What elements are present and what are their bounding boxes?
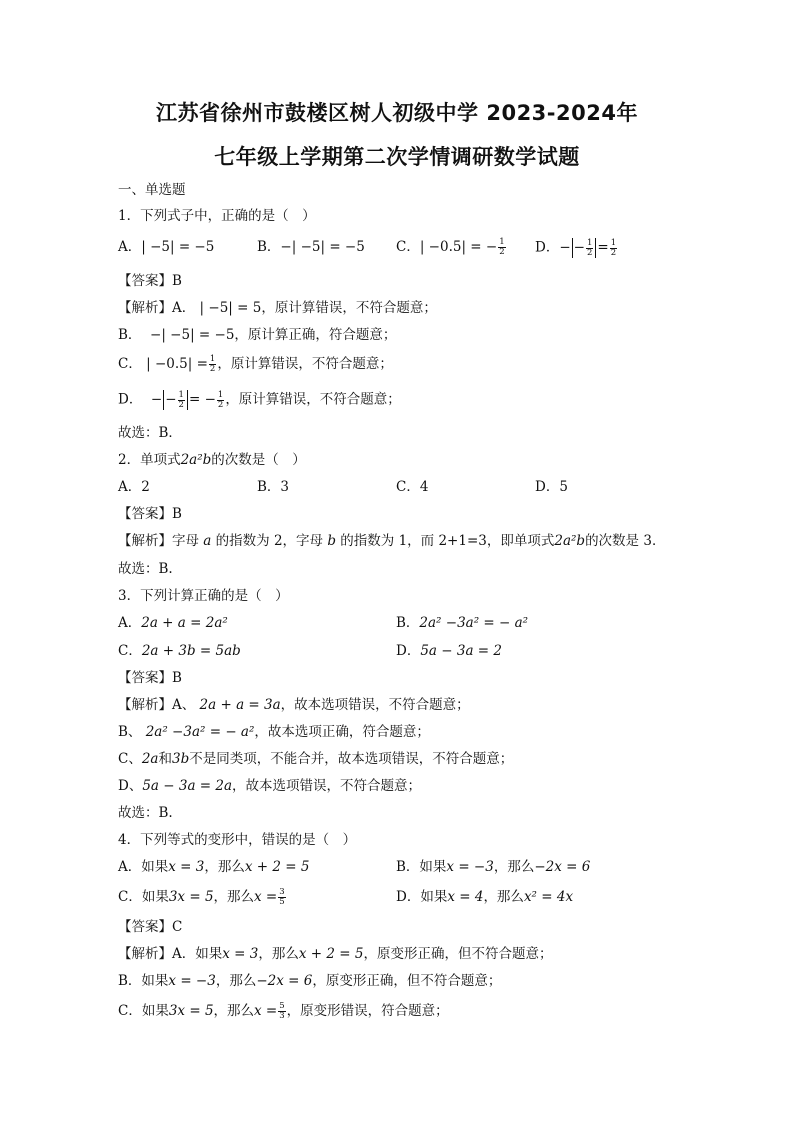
q2-option-b: B．3	[257, 479, 290, 495]
q3-analysis-d: D、5a − 3a = 2a，故本选项错误，不符合题意；	[118, 778, 422, 794]
q2-option-d: D．5	[535, 479, 568, 495]
q4-option-b: B．如果x = −3，那么−2x = 6	[396, 859, 591, 875]
q4-option-d: D．如果x = 4，那么x² = 4x	[396, 889, 574, 905]
q1-analysis-c: C． | −0.5| = $\frac{1}{2}$ ，原计算错误，不符合题意；	[118, 354, 393, 374]
q3-answer: 【答案】B	[118, 670, 182, 686]
q4-option-c: C．如果3x = 5，那么x = $\frac{3}{5}$	[118, 887, 285, 907]
q1-option-b: B．−| −5| = −5	[257, 239, 365, 255]
q4-analysis-b: B．如果x = −3，那么−2x = 6，原变形正确，但不符合题意；	[118, 973, 502, 989]
fraction: $\frac{1}{2}$	[610, 237, 617, 258]
q3-analysis-a: 【解析】A、 2a + a = 3a，故本选项错误，不符合题意；	[118, 697, 470, 713]
fraction: $\frac{1}{2}$	[209, 354, 216, 374]
q1-analysis-b: B． −| −5| = −5，原计算正确，符合题意；	[118, 327, 397, 343]
q1-option-a: A．| −5| = −5	[118, 239, 215, 255]
q4-answer: 【答案】C	[118, 919, 183, 935]
abs-bar	[187, 390, 188, 410]
q2-analysis: 【解析】字母 a 的指数为 2，字母 b 的指数为 1，而 2+1=3，即单项式2a²b的次数是 3．	[118, 533, 666, 549]
q4-analysis-c: C．如果3x = 5，那么x = $\frac{5}{3}$ ，原变形错误，符合题意；	[118, 1001, 449, 1021]
q2-stem: 2．单项式2a²b的次数是（ ）	[118, 452, 306, 468]
q1-option-c: C．| −0.5| = − $\frac{1}{2}$	[396, 237, 505, 257]
q4-analysis-a: 【解析】A．如果x = 3，那么x + 2 = 5，原变形正确，但不符合题意；	[118, 946, 553, 962]
fraction: $\frac{1}{2}$	[586, 237, 593, 258]
q3-option-d: D．5a − 3a = 2	[396, 643, 502, 659]
q4-option-a: A．如果x = 3，那么x + 2 = 5	[118, 859, 310, 875]
q3-stem: 3．下列计算正确的是（ ）	[118, 588, 289, 604]
q1-analysis-a: 【解析】A． | −5| = 5，原计算错误，不符合题意；	[118, 300, 437, 316]
q1-stem: 1．下列式子中，正确的是（ ）	[118, 208, 316, 224]
title-line-2: 七年级上学期第二次学情调研数学试题	[214, 145, 580, 169]
q3-option-a: A．2a + a = 2a²	[118, 615, 228, 631]
fraction: $\frac{1}{2}$	[499, 237, 505, 257]
fraction: $\frac{1}{2}$	[178, 389, 184, 410]
q4-stem: 4．下列等式的变形中，错误的是（ ）	[118, 832, 357, 848]
q1-conclusion: 故选：B．	[118, 425, 182, 441]
q3-analysis-b: B、 2a² −3a² = − a²，故本选项正确，符合题意；	[118, 724, 430, 740]
title-line-1: 江苏省徐州市鼓楼区树人初级中学 2023-2024年	[156, 101, 638, 125]
abs-bar	[572, 238, 573, 258]
q3-conclusion: 故选：B.	[118, 805, 173, 821]
q2-answer: 【答案】B	[118, 506, 182, 522]
q3-option-b: B．2a² −3a² = − a²	[396, 615, 529, 631]
fraction: $\frac{3}{5}$	[279, 887, 285, 907]
q2-option-c: C．4	[396, 479, 429, 495]
q3-analysis-c: C、2a和3b不是同类项，不能合并，故本选项错误，不符合题意；	[118, 751, 514, 767]
section-heading: 一、单选题	[118, 182, 186, 198]
q2-option-a: A．2	[118, 479, 150, 495]
fraction: $\frac{1}{2}$	[217, 389, 224, 410]
q1-answer: 【答案】B	[118, 273, 182, 289]
q1-analysis-d: D． − − $\frac{1}{2}$ = − $\frac{1}{2}$ ，原计算错误，不符合题意；	[118, 389, 401, 410]
q1-option-d: D．− − $\frac{1}{2}$ = $\frac{1}{2}$	[535, 237, 617, 258]
q3-option-c: C．2a + 3b = 5ab	[118, 643, 241, 659]
q2-conclusion: 故选：B.	[118, 561, 173, 577]
fraction: $\frac{5}{3}$	[279, 1001, 285, 1021]
